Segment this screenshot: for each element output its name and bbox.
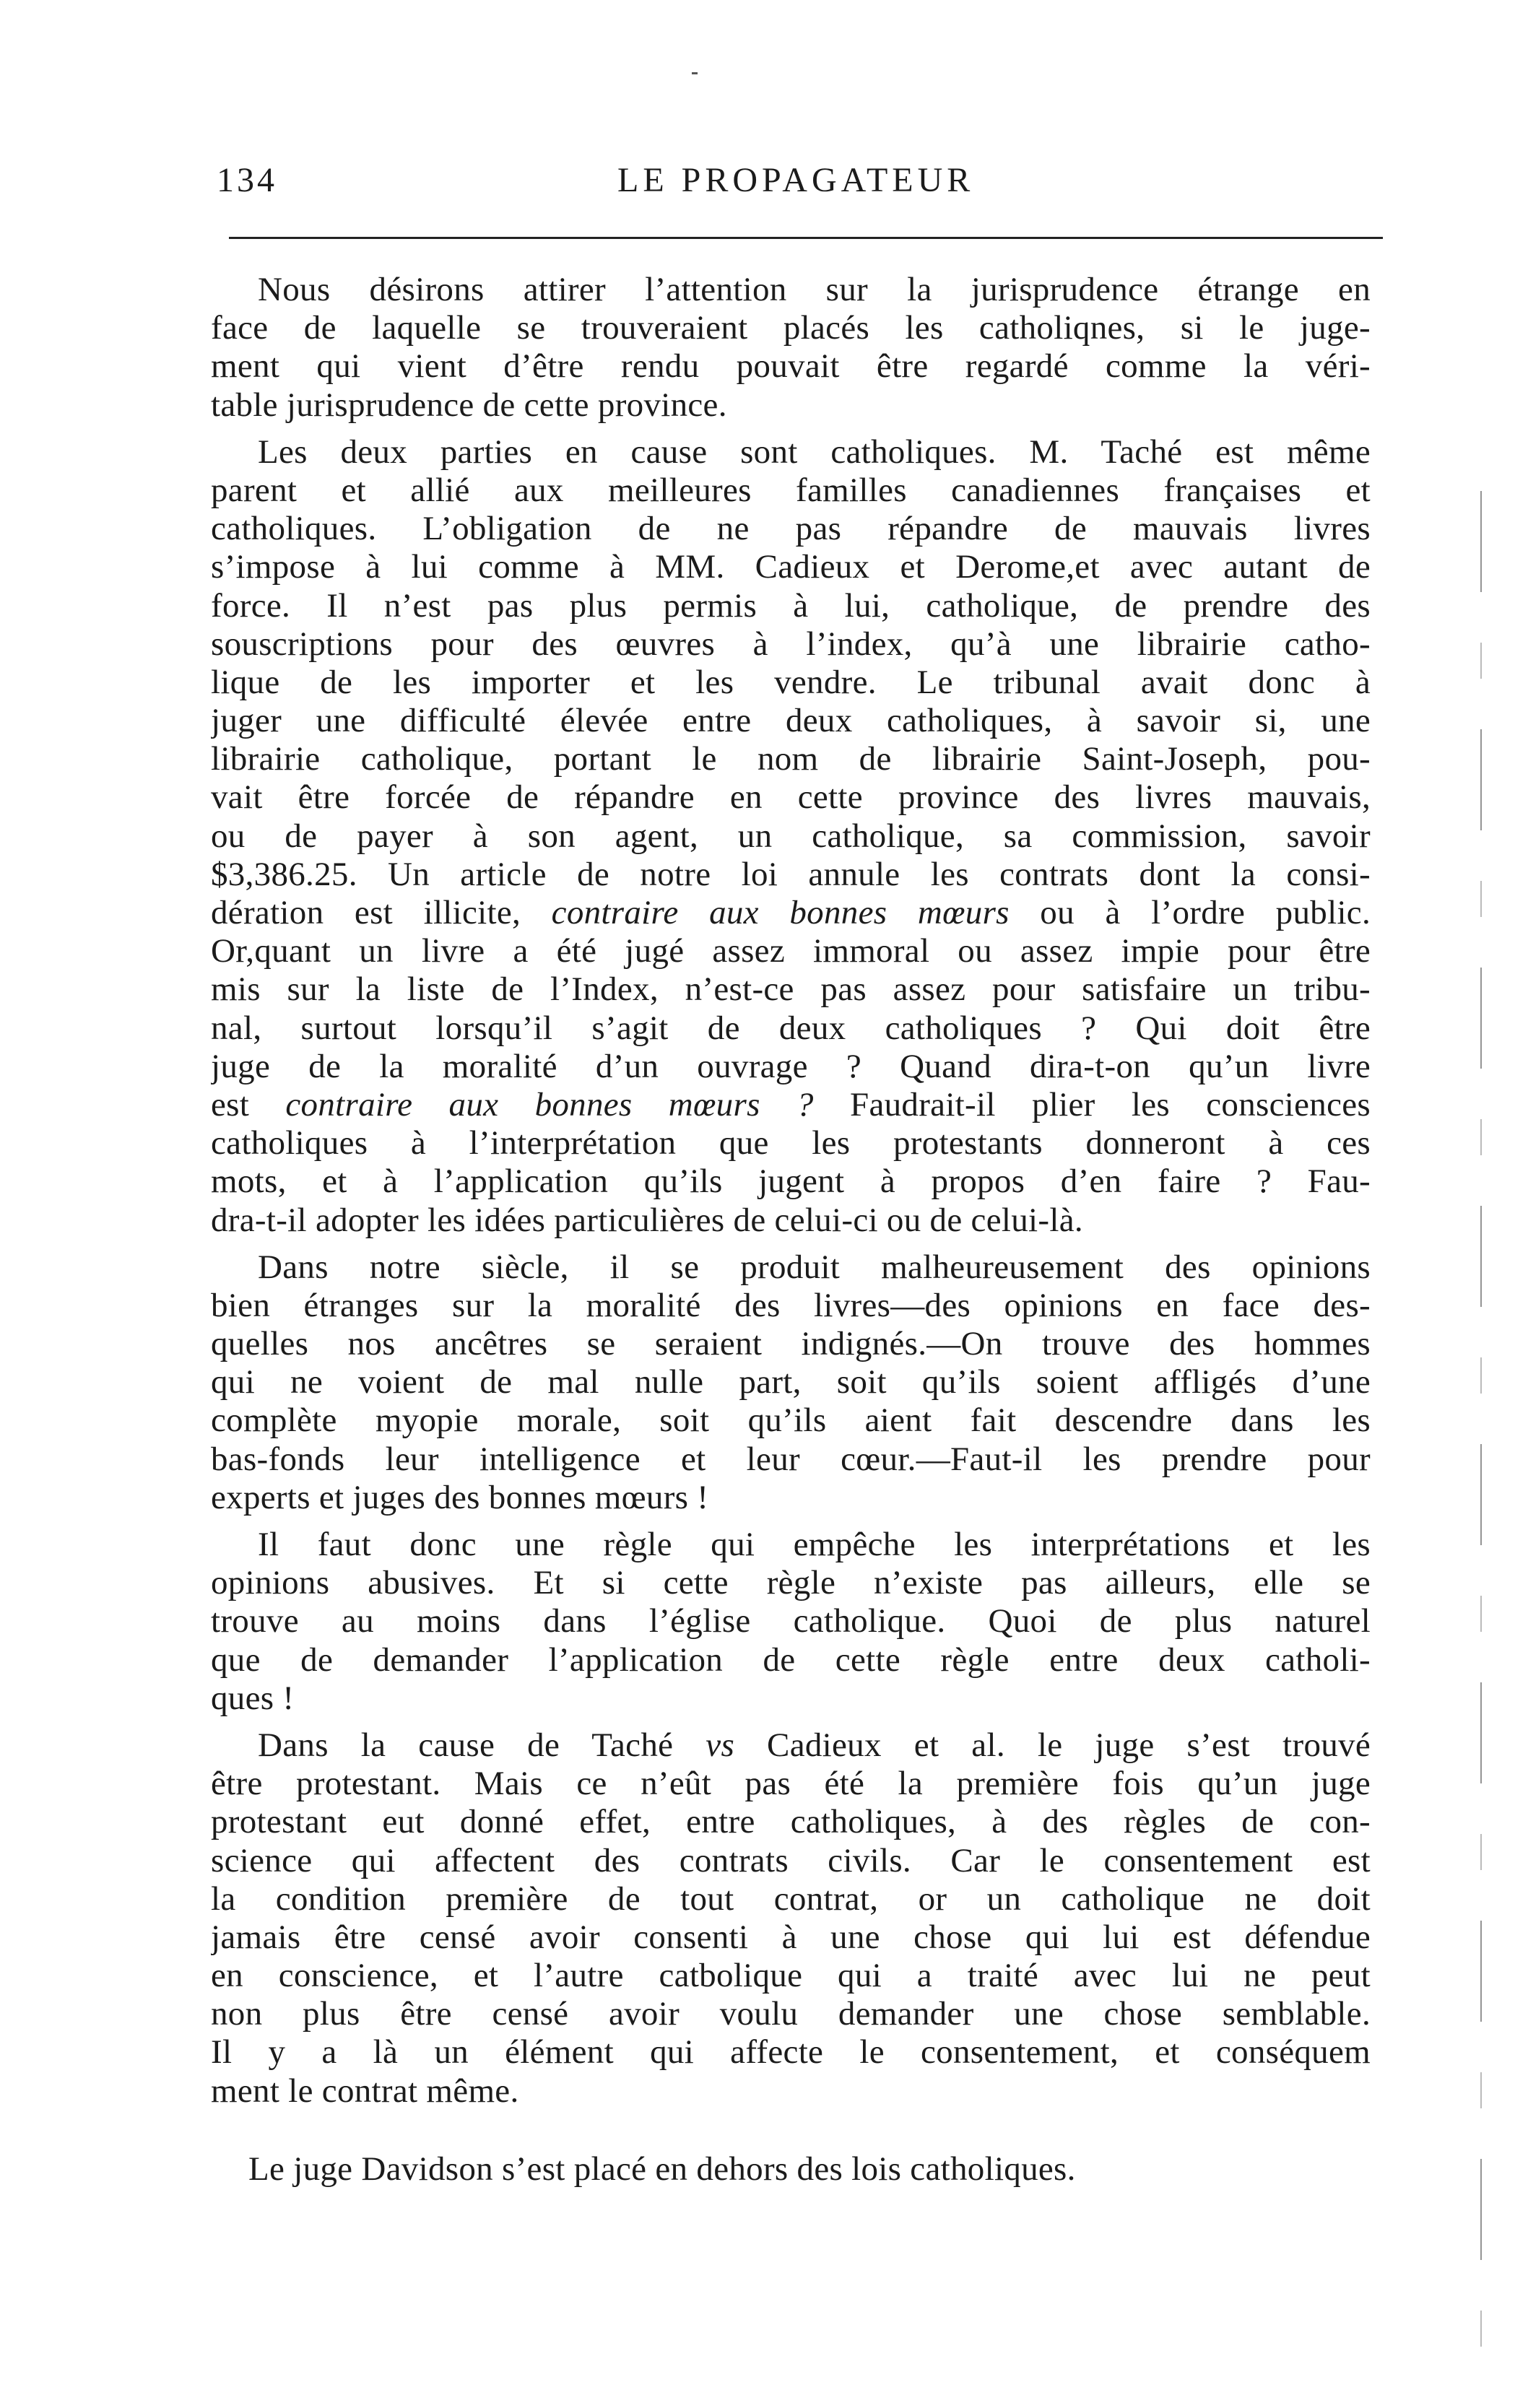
text-run: Cadieux et al. le juge s’est trouvé: [734, 1726, 1371, 1764]
closing-paragraph: [211, 2150, 1371, 2189]
text-run: Dans la cause de Taché: [258, 1726, 706, 1764]
text-line: souscriptions pour des œuvres à l’index, qu’à une librairie catho-: [211, 625, 1371, 663]
text-run: ou à l’ordre public.: [1009, 894, 1371, 931]
text-line: mis sur la liste de l’Index, n’est-ce pas assez pour satisfaire un tribu-: [211, 970, 1371, 1009]
text-line: face de laquelle se trouveraient placés les catholiqnes, si le juge-: [211, 309, 1371, 347]
text-line: librairie catholique, portant le nom de librairie Saint-Joseph, pou-: [211, 740, 1371, 778]
text-line: bien étranges sur la moralité des livres—des opinions en face des-: [211, 1286, 1371, 1324]
header-rule: [229, 237, 1383, 239]
text-line: experts et juges des bonnes mœurs !: [211, 1478, 709, 1516]
text-line: Dans notre siècle, il se produit malheureusement des opinions: [258, 1248, 1371, 1286]
text-line: [211, 894, 1371, 932]
scan-speck: [692, 72, 698, 74]
text-line: Il faut donc une règle qui empêche les interprétations et les: [258, 1526, 1371, 1563]
page-body: [211, 271, 1371, 2189]
text-line: complète myopie morale, soit qu’ils aient fait descendre dans les: [211, 1401, 1371, 1440]
text-line: [211, 1726, 1371, 1765]
text-line: Les deux parties en cause sont catholiques. M. Taché est même: [258, 433, 1371, 471]
italic-phrase: contraire aux bonnes mœurs: [551, 894, 1010, 931]
text-line: Il y a là un élément qui affecte le consentement, et conséquem: [211, 2033, 1371, 2072]
text-line: juge de la moralité d’un ouvrage ? Quand dira-t-on qu’un livre: [211, 1047, 1371, 1085]
text-line: vait être forcée de répandre en cette province des livres mauvais,: [211, 778, 1371, 817]
text-line: Nous désirons attirer l’attention sur la jurisprudence étrange en: [258, 271, 1371, 308]
text-line: force. Il n’est pas plus permis à lui, catholique, de prendre des: [211, 586, 1371, 625]
text-line: catholiques à l’interprétation que les protestants donneront à ces: [211, 1124, 1371, 1162]
text-line: qui ne voient de mal nulle part, soit qu’ils soient affligés d’une: [211, 1363, 1371, 1401]
text-line: que de demander l’application de cette règle entre deux catholi-: [211, 1640, 1371, 1679]
text-run: dération est illicite,: [211, 894, 552, 931]
text-line: ou de payer à son agent, un catholique, sa commission, savoir: [211, 817, 1371, 855]
text-line: ques !: [211, 1679, 295, 1717]
text-run: Faudrait-il plier les consciences: [813, 1085, 1371, 1123]
text-line: la condition première de tout contrat, or un catholique ne doit: [211, 1879, 1371, 1918]
text-line: catholiques. L’obligation de ne pas répandre de mauvais livres: [211, 510, 1371, 548]
text-line: bas-fonds leur intelligence et leur cœur.—Faut-il les prendre pour: [211, 1440, 1371, 1478]
text-line: ment qui vient d’être rendu pouvait être regardé comme la véri-: [211, 347, 1371, 386]
paragraph: [211, 1248, 1371, 1517]
running-title: LE PROPAGATEUR: [617, 161, 975, 199]
text-line: Or,quant un livre a été jugé assez immoral ou assez impie pour être: [211, 932, 1371, 970]
text-line: [211, 1086, 1371, 1124]
text-run: est: [211, 1085, 286, 1123]
italic-phrase: contraire aux bonnes mœurs ?: [285, 1085, 814, 1123]
text-line: en conscience, et l’autre catbolique qui a traité avec lui ne peut: [211, 1957, 1371, 1995]
text-line: opinions abusives. Et si cette règle n’existe pas ailleurs, elle se: [211, 1564, 1371, 1602]
scan-edge-line: [1480, 491, 1482, 2368]
text-line: trouve au moins dans l’église catholique. Quoi de plus naturel: [211, 1602, 1371, 1640]
text-line: $3,386.25. Un article de notre loi annule les contrats dont la consi-: [211, 855, 1371, 893]
text-line: être protestant. Mais ce n’eût pas été la première fois qu’un juge: [211, 1765, 1371, 1803]
text-line: mots, et à l’application qu’ils jugent à propos d’en faire ? Fau-: [211, 1162, 1371, 1201]
text-line: Le juge Davidson s’est placé en dehors des lois catholiques.: [248, 2150, 1076, 2188]
paragraph: [211, 1526, 1371, 1718]
paragraph: [211, 433, 1371, 1240]
text-line: parent et allié aux meilleures familles canadiennes françaises et: [211, 471, 1371, 509]
page-number: 134: [217, 161, 277, 199]
text-line: science qui affectent des contrats civils. Car le consentement est: [211, 1841, 1371, 1879]
text-line: jamais être censé avoir consenti à une chose qui lui est défendue: [211, 1918, 1371, 1956]
text-line: s’impose à lui comme à MM. Cadieux et Derome,et avec autant de: [211, 548, 1371, 586]
text-line: non plus être censé avoir voulu demander une chose semblable.: [211, 1995, 1371, 2033]
paragraph: [211, 1726, 1371, 2111]
text-line: dra-t-il adopter les idées particulières de celui-ci ou de celui-là.: [211, 1201, 1083, 1239]
italic-phrase: vs: [706, 1726, 735, 1764]
text-line: juger une difficulté élevée entre deux catholiques, à savoir si, une: [211, 702, 1371, 740]
text-line: protestant eut donné effet, entre catholiques, à des règles de con-: [211, 1803, 1371, 1841]
text-line: nal, surtout lorsqu’il s’agit de deux catholiques ? Qui doit être: [211, 1009, 1371, 1047]
text-line: table jurisprudence de cette province.: [211, 386, 727, 424]
text-line: lique de les importer et les vendre. Le tribunal avait donc à: [211, 663, 1371, 701]
text-line: quelles nos ancêtres se seraient indignés.—On trouve des hommes: [211, 1325, 1371, 1363]
text-line: ment le contrat même.: [211, 2072, 519, 2110]
paragraph: [211, 271, 1371, 425]
